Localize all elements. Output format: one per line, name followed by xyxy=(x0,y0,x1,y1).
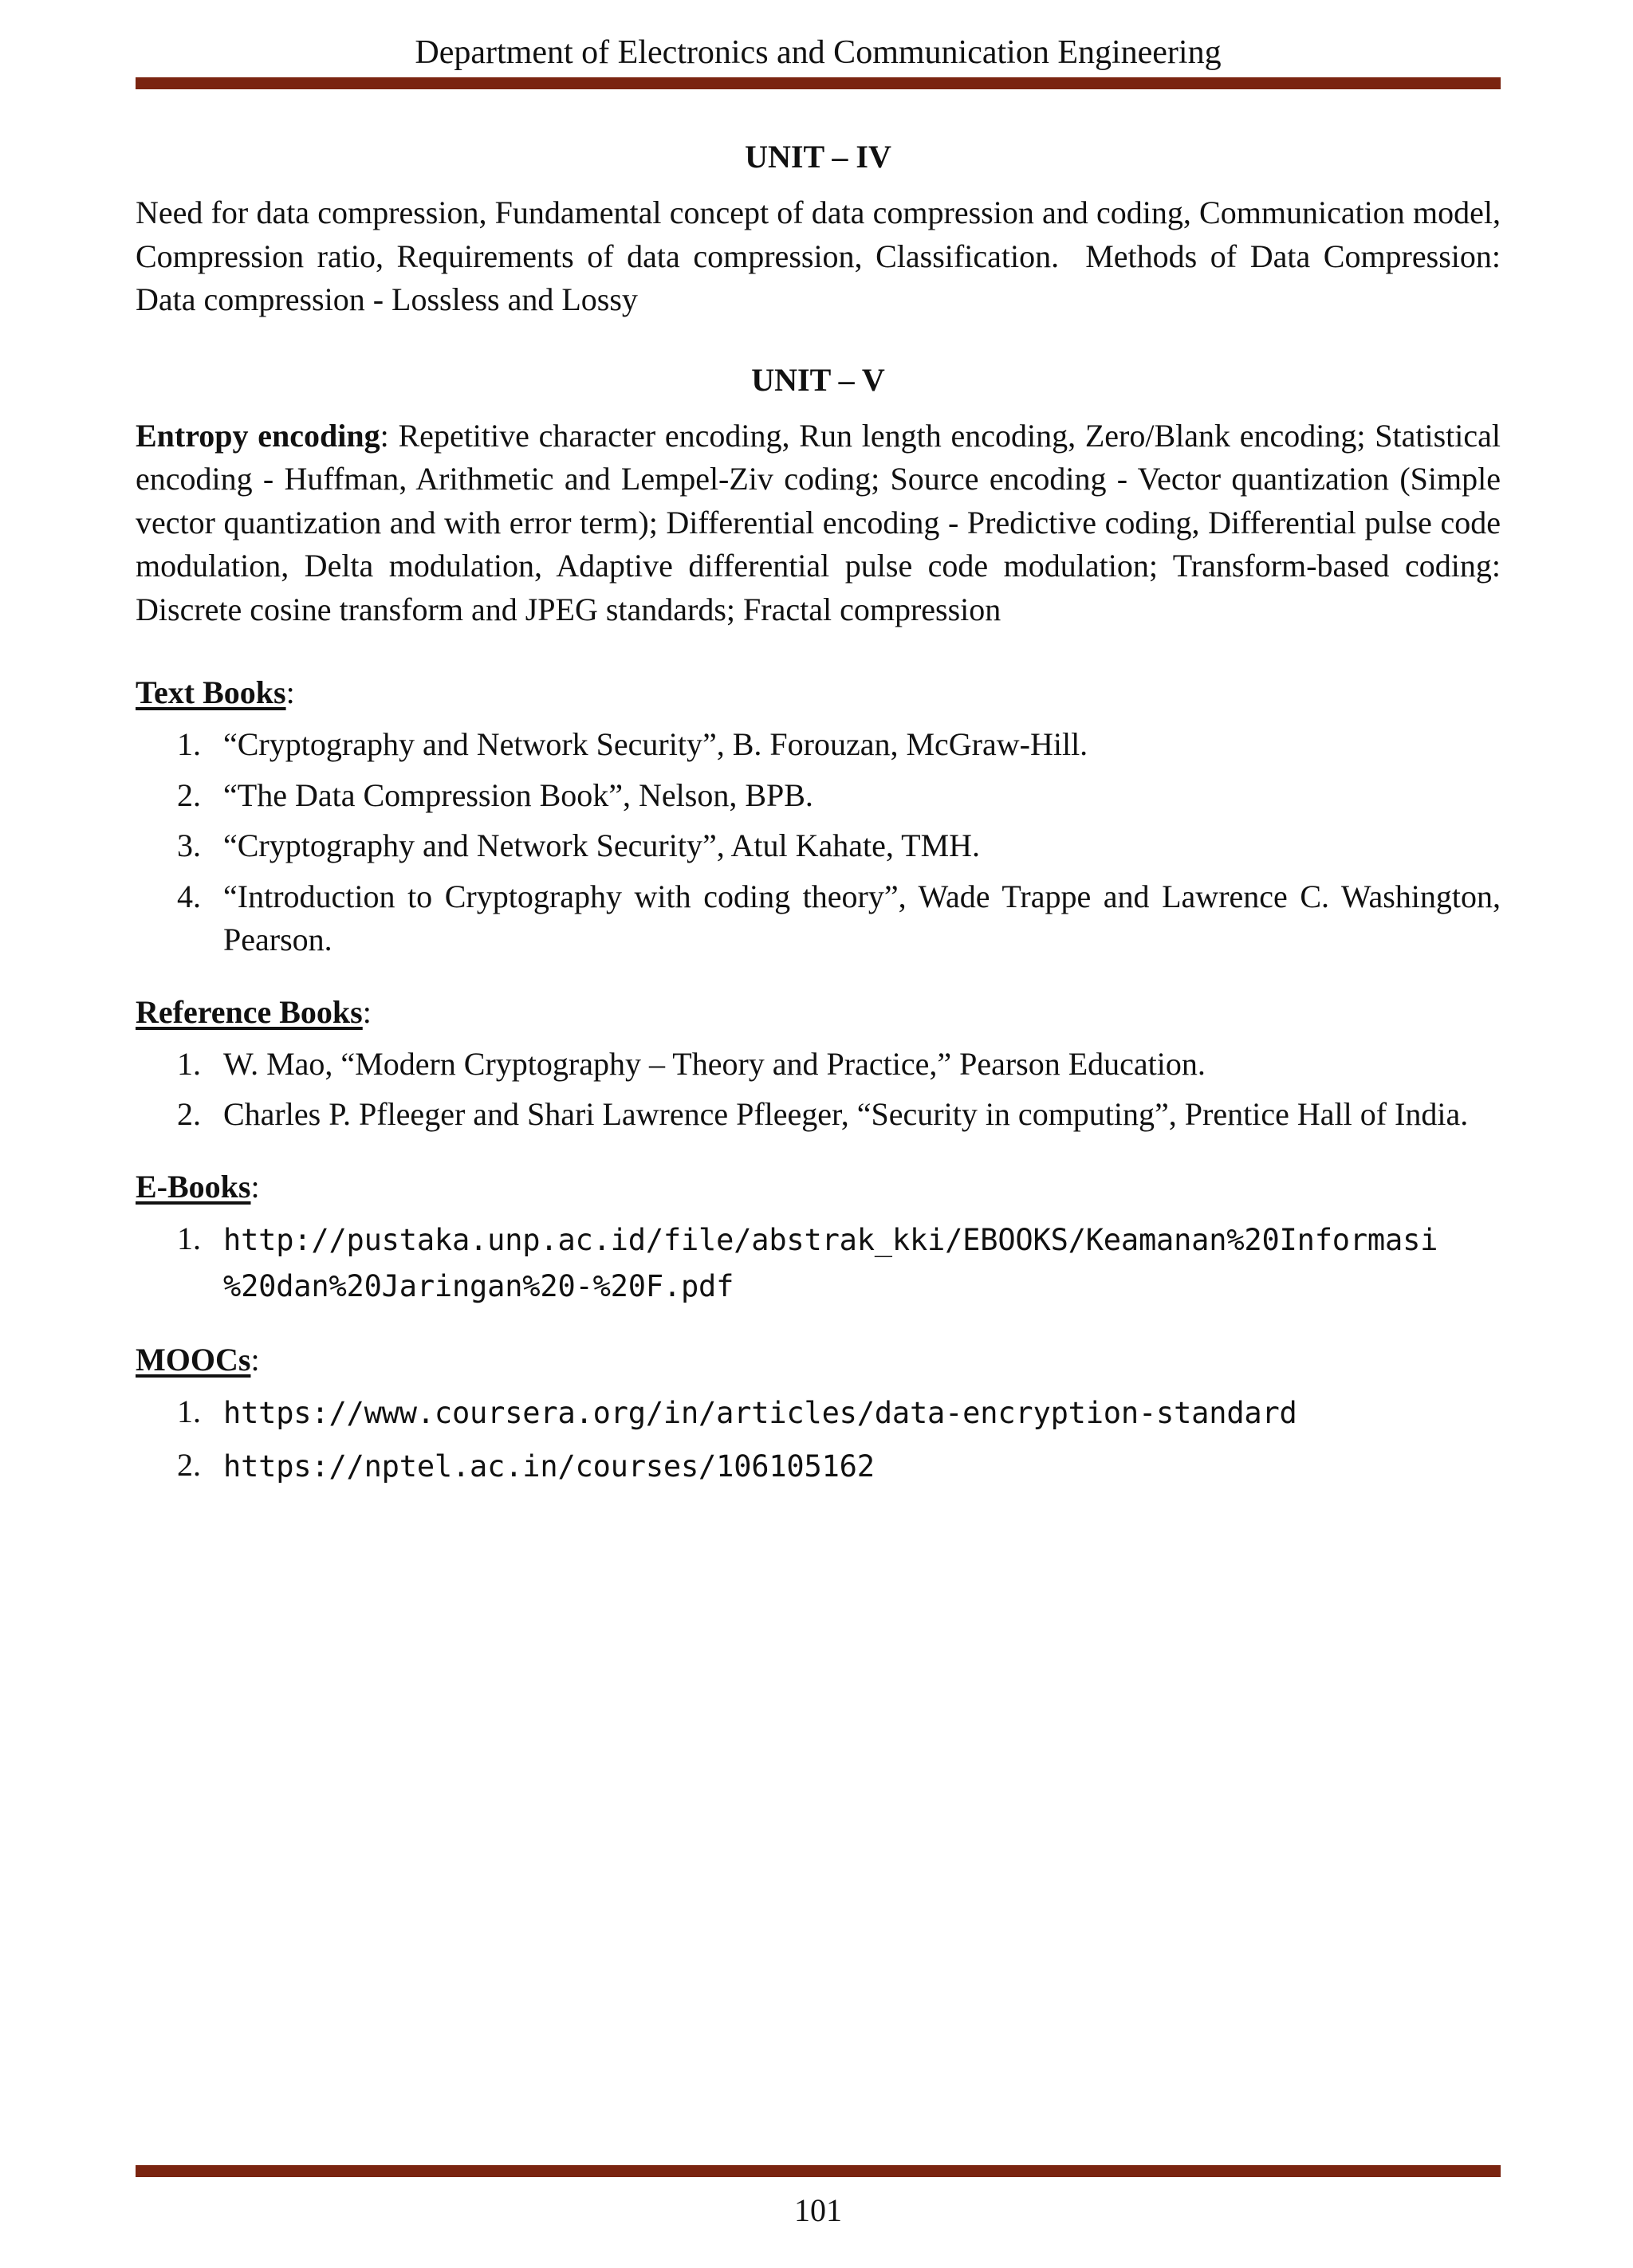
item-text: Charles P. Pfleeger and Shari Lawrence Pfleeger, “Security in computing”, Prentice Hall of India. xyxy=(223,1096,1469,1132)
reference-books-colon: : xyxy=(362,993,372,1030)
spacer xyxy=(136,1137,1501,1164)
list-item xyxy=(136,1093,1501,1137)
page-number: 101 xyxy=(794,2192,842,2228)
list-item xyxy=(136,1444,1501,1490)
item-number: 1. xyxy=(177,1220,201,1256)
moocs-title: MOOCs xyxy=(136,1341,251,1378)
list-item xyxy=(136,774,1501,818)
item-text: “The Data Compression Book”, Nelson, BPB. xyxy=(223,776,813,813)
unit-v-text xyxy=(136,415,1501,632)
ebooks-title: E-Books xyxy=(136,1168,251,1205)
item-number: 1. xyxy=(177,726,201,762)
item-number: 2. xyxy=(177,1446,201,1483)
list-item xyxy=(136,1217,1501,1310)
unit-v-body: : Repetitive character encoding, Run length encoding, Zero/Blank encoding; Statistical encoding - Huffman, Arithmetic and Lempel-Ziv coding; Source encoding - Vector quantization (Simple vector quantization and with error term); Differential encoding - Predictive coding, Differential pulse code modulation, Delta modulation, Adaptive differential pulse code modulation; Transform-based coding: Discrete cosine transform and JPEG standards; Fractal compression xyxy=(136,417,1501,627)
item-text: “Cryptography and Network Security”, B. Forouzan, McGraw-Hill. xyxy=(223,726,1088,762)
item-text: “Cryptography and Network Security”, Atul Kahate, TMH. xyxy=(223,827,981,863)
header-rule xyxy=(136,77,1501,89)
list-item xyxy=(136,1043,1501,1087)
ebooks-list xyxy=(136,1217,1501,1310)
item-text: “Introduction to Cryptography with coding theory”, Wade Trappe and Lawrence C. Washington, Pearson. xyxy=(223,878,1501,957)
item-number: 2. xyxy=(177,1096,201,1132)
unit-v-heading: UNIT – V xyxy=(751,361,885,398)
page-content xyxy=(136,134,1501,1490)
moocs-list xyxy=(136,1390,1501,1490)
spacer xyxy=(136,322,1501,357)
text-books-colon: : xyxy=(285,674,295,710)
moocs-heading xyxy=(136,1337,1501,1383)
footer-rule xyxy=(136,2165,1501,2177)
mooc-link-nptel[interactable]: https://nptel.ac.in/courses/106105162 xyxy=(223,1448,875,1484)
item-number: 3. xyxy=(177,827,201,863)
item-number: 2. xyxy=(177,776,201,813)
unit-v-lead: Entropy encoding xyxy=(136,417,380,454)
spacer xyxy=(136,962,1501,989)
page-header-title: Department of Electronics and Communication Engineering xyxy=(415,34,1222,71)
item-number: 1. xyxy=(177,1393,201,1429)
unit-iv-heading: UNIT – IV xyxy=(745,139,891,175)
ebook-link-line-1[interactable]: http://pustaka.unp.ac.id/file/abstrak_kki/EBOOKS/Keamanan%20Informasi xyxy=(223,1222,1438,1257)
reference-books-title: Reference Books xyxy=(136,993,363,1030)
item-number: 4. xyxy=(177,878,201,914)
list-item xyxy=(136,723,1501,767)
text-books-title: Text Books xyxy=(136,674,286,710)
list-item xyxy=(136,1390,1501,1437)
ebook-link-line-2[interactable]: %20dan%20Jaringan%20-%20F.pdf xyxy=(223,1268,734,1303)
ebooks-heading xyxy=(136,1164,1501,1210)
list-item xyxy=(136,875,1501,962)
item-text: W. Mao, “Modern Cryptography – Theory and Practice,” Pearson Education. xyxy=(223,1045,1206,1082)
item-number: 1. xyxy=(177,1045,201,1082)
moocs-colon: : xyxy=(250,1341,260,1378)
ebook-link[interactable] xyxy=(223,1217,1501,1310)
reference-books-heading xyxy=(136,989,1501,1036)
reference-books-list xyxy=(136,1043,1501,1137)
text-books-list xyxy=(136,723,1501,962)
spacer xyxy=(136,631,1501,670)
unit-iv-text: Need for data compression, Fundamental concept of data compression and coding, Communication model, Compression ratio, Requirements of data compression, Classification. Methods of Data Compression: Data compression - Lossless and Lossy xyxy=(136,195,1501,317)
list-item xyxy=(136,824,1501,868)
text-books-heading xyxy=(136,670,1501,716)
ebooks-colon: : xyxy=(250,1168,260,1205)
mooc-link-coursera[interactable]: https://www.coursera.org/in/articles/data-encryption-standard xyxy=(223,1395,1297,1430)
spacer xyxy=(136,1310,1501,1337)
